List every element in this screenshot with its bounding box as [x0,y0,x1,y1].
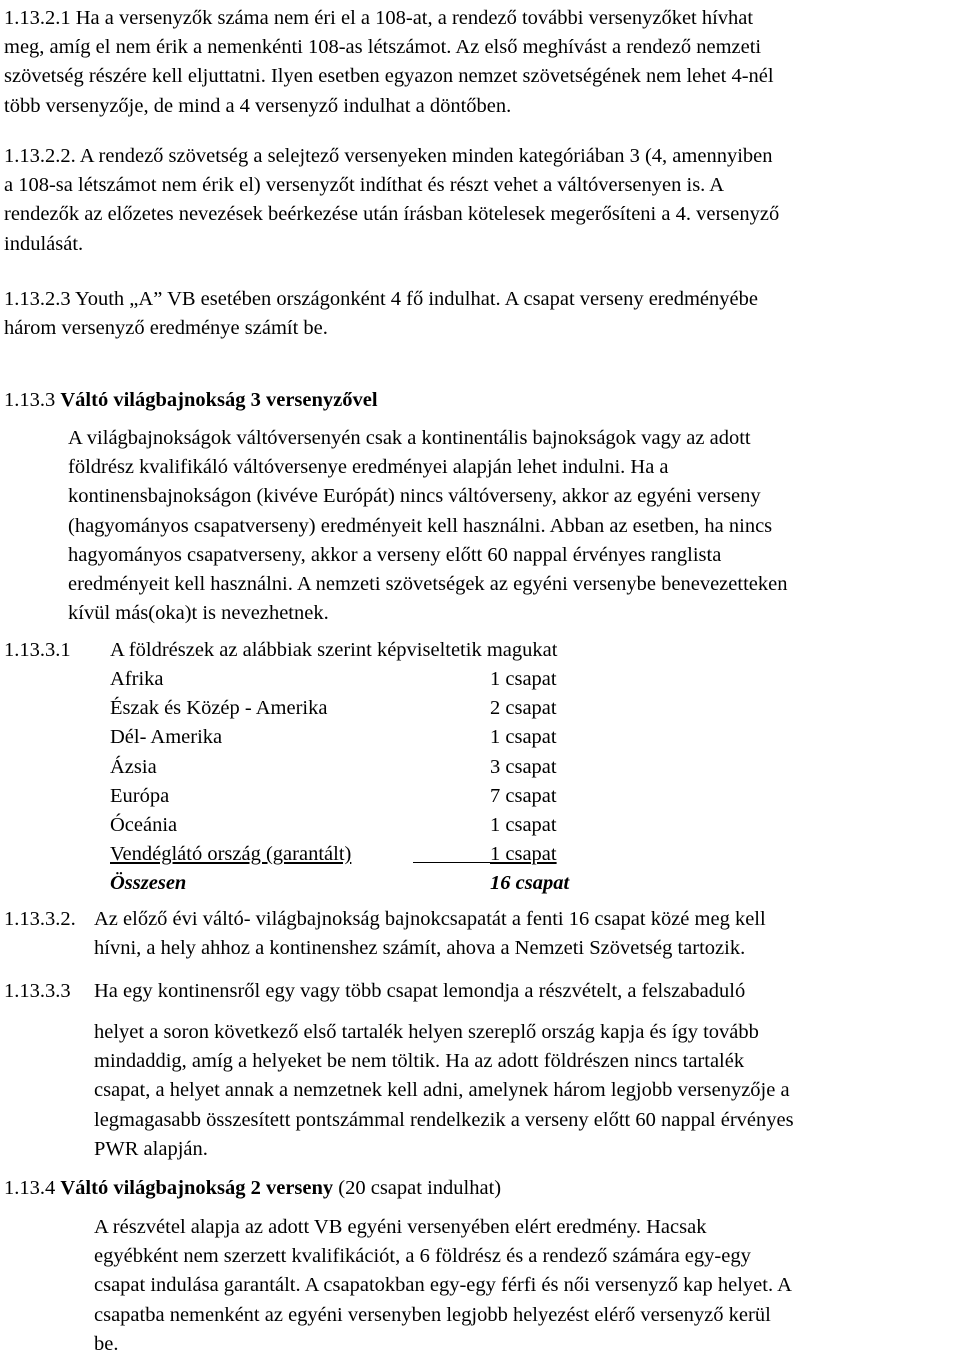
section-number: 1.13.3 [4,389,56,411]
team-count: 1 csapat [490,726,557,749]
paragraph-line: (hagyományos csapatverseny) eredményeit kell használni. Abban az esetben, ha nincs [68,514,773,537]
section-1-13-3-heading [4,386,956,415]
table-row [110,811,590,840]
paragraph-line: csapatba nemenként az egyéni versenyben legjobb helyezést elérő versenyző kerül [94,1303,771,1326]
section-1-13-3-3-body [94,1018,956,1164]
continent-name: Afrika [110,668,164,690]
section-number: 1.13.4 [4,1177,56,1199]
paragraph-line: eredményeit kell használni. A nemzeti szövetségek az egyéni versenybe benevezetteken [68,573,788,596]
continent-name: Vendéglátó ország (garantált) [110,843,352,866]
section-number: 1.13.3.1 [4,639,71,661]
team-count: 1 csapat [490,813,557,836]
section-1-13-3-1 [4,636,956,665]
continent-name: Dél- Amerika [110,726,223,749]
paragraph-line: 1.13.2.1 Ha a versenyzők száma nem éri el a 108-at, a rendező további versenyzőket hívhat [4,7,754,29]
paragraph-line: hívni, a hely ahhoz a kontinenshez számít, ahova a Nemzeti Szövetség tartozik. [94,937,746,960]
table-total-row [110,869,590,898]
paragraph-line: kívül más(oka)t is nevezhetnek. [68,602,329,625]
underline-rule [413,862,490,863]
section-1-13-2-1 [4,4,956,121]
team-count: 3 csapat [490,755,557,778]
section-number: 1.13.3.2. [4,908,76,930]
paragraph-line: szövetség részére kell eljuttatni. Ilyen esetben egyazon nemzet szövetségének nem lehet 4-nél [4,65,774,88]
section-text: A földrészek az alábbiak szerint képviseltetik magukat [110,639,558,661]
continent-name: Óceánia [110,813,178,836]
total-count: 16 csapat [490,872,570,895]
paragraph-line: csapat, a helyet annak a nemzetnek kell adni, amelynek három legjobb versenyzője a [94,1079,790,1102]
team-count: 7 csapat [490,784,557,807]
paragraph-line: Ha egy kontinensről egy vagy több csapat lemondja a részvételt, a felszabaduló [94,980,746,1002]
section-title: Váltó világbajnokság 3 versenyzővel [60,389,378,411]
paragraph-line: rendezők az előzetes nevezések beérkezése után írásban kötelesek megerősíteni a 4. versenyző [4,203,780,226]
section-1-13-3-2 [4,905,956,963]
team-count: 1 csapat [490,843,557,866]
continent-name: Európa [110,784,170,807]
paragraph-line: több versenyzője, de mind a 4 versenyző indulhat a döntőben. [4,94,512,117]
team-count: 2 csapat [490,697,557,720]
table-row [110,753,590,782]
section-1-13-2-2 [4,142,956,259]
section-title: Váltó világbajnokság 2 verseny [60,1177,334,1199]
section-number: 1.13.3.3 [4,980,71,1002]
paragraph-line: kontinensbajnokságon (kivéve Európát) nincs váltóverseny, akkor az egyéni verseny [68,485,761,508]
paragraph-line: helyet a soron következő első tartalék helyen szereplő ország kapja és így tovább [94,1021,759,1043]
table-row [110,723,590,752]
paragraph-line: hagyományos csapatverseny, akkor a verseny előtt 60 nappal érvényes ranglista [68,543,722,566]
paragraph-line: csapat indulása garantált. A csapatokban egy-egy férfi és női versenyző kap helyet. A [94,1274,792,1297]
team-count-cell [490,840,590,869]
paragraph-line: be. [94,1332,119,1355]
paragraph-line: földrész kvalifikáló váltóversenye eredményei alapján lehet indulni. Ha a [68,456,669,479]
table-row [110,665,590,694]
continent-table [110,665,590,899]
table-row [110,782,590,811]
paragraph-line: meg, amíg el nem érik a nemenkénti 108-as létszámot. Az első meghívást a rendező nemzeti [4,36,762,59]
section-title-suffix: (20 csapat indulhat) [338,1177,502,1199]
paragraph-line: egyébként nem szerzett kvalifikációt, a 6 földrész és a rendező számára egy-egy [94,1245,751,1268]
continent-name: Észak és Közép - Amerika [110,697,328,720]
section-heading [4,1174,956,1203]
paragraph-line: mindaddig, amíg a helyeket be nem töltik. Ha az adott földrészen nincs tartalék [94,1050,745,1073]
paragraph-line: indulását. [4,232,84,255]
table-row [110,694,590,723]
continent-name: Ázsia [110,755,157,778]
paragraph-line: A világbajnokságok váltóversenyén csak a kontinentális bajnokságok vagy az adott [68,427,751,449]
paragraph-line: Az előző évi váltó- világbajnokság bajnokcsapatát a fenti 16 csapat közé meg kell [94,908,766,930]
continent-name-cell [110,840,490,869]
total-label: Összesen [110,872,187,895]
section-1-13-2-3 [4,285,956,343]
paragraph-line: a 108-sa létszámot nem érik el) versenyzőt indíthat és részt vehet a váltóversenyen is. A [4,174,725,197]
paragraph-line: PWR alapján. [94,1137,208,1160]
paragraph-line: 1.13.2.3 Youth „A” VB esetében országonként 4 fő indulhat. A csapat verseny eredményébe [4,288,758,310]
table-row [110,840,590,869]
paragraph-line: legmagasabb összesített pontszámmal rendelkezik a verseny előtt 60 nappal érvényes [94,1108,794,1131]
team-count: 1 csapat [490,668,557,690]
paragraph-line: A részvétel alapja az adott VB egyéni versenyében elért eredmény. Hacsak [94,1216,707,1238]
paragraph-line: 1.13.2.2. A rendező szövetség a selejtező versenyeken minden kategóriában 3 (4, amennyiben [4,145,773,167]
section-1-13-4-body [94,1213,956,1359]
paragraph-line: három versenyző eredménye számít be. [4,317,328,340]
section-heading [4,386,956,415]
section-1-13-4-heading [4,1174,956,1203]
section-1-13-3-body [68,424,956,628]
section-1-13-3-3-heading [4,977,956,1006]
